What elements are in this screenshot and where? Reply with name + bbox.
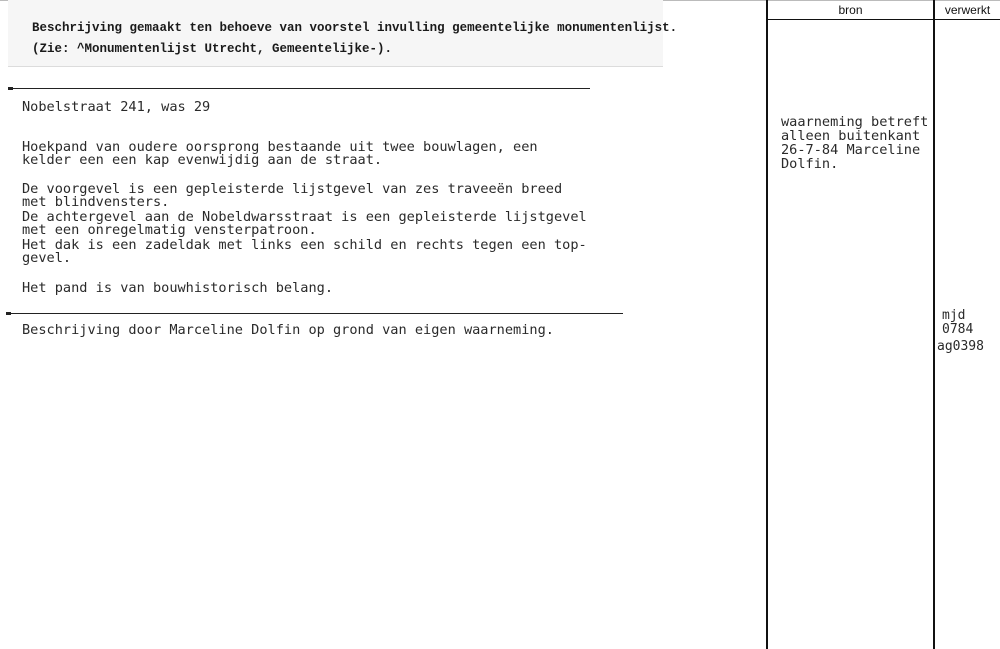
description-p3: Het pand is van bouwhistorisch belang. bbox=[22, 280, 333, 296]
description-p2-line-4: met een onregelmatig vensterpatroon. bbox=[22, 222, 317, 238]
column-header-rule bbox=[766, 19, 1000, 20]
source-note-line-1: waarneming betreft bbox=[781, 114, 929, 130]
section-rule-top bbox=[8, 88, 590, 89]
header-note-line-1: Beschrijving gemaakt ten behoeve van voorstel invulling gemeentelijke monumentenlijst. bbox=[32, 21, 678, 35]
description-p2-line-2: met blindvensters. bbox=[22, 194, 170, 210]
source-note-line-3: 26-7-84 Marceline bbox=[781, 142, 921, 158]
description-p1-line-1: Hoekpand van oudere oorsprong bestaande uit twee bouwlagen, een bbox=[22, 139, 538, 155]
source-column-divider bbox=[766, 0, 768, 649]
section-rule-top-tick bbox=[8, 87, 13, 90]
source-note-line-2: alleen buitenkant bbox=[781, 128, 921, 144]
section-rule-bottom-tick bbox=[6, 312, 11, 315]
description-p2-line-1: De voorgevel is een gepleisterde lijstgevel van zes traveeën breed bbox=[22, 181, 563, 197]
header-note bbox=[8, 0, 678, 67]
source-column-header: bron bbox=[838, 3, 863, 17]
description-p2-line-3: De achtergevel aan de Nobeldwarsstraat is een gepleisterde lijstgevel bbox=[22, 209, 587, 225]
author-note: Beschrijving door Marceline Dolfin op grond van eigen waarneming. bbox=[22, 322, 554, 338]
processed-code-1: mjd bbox=[942, 308, 966, 323]
address-title: Nobelstraat 241, was 29 bbox=[22, 99, 211, 115]
processed-code-3: ag0398 bbox=[937, 339, 984, 354]
processed-column-header: verwerkt bbox=[944, 3, 991, 17]
section-rule-bottom bbox=[6, 313, 623, 314]
processed-column-divider bbox=[933, 0, 935, 649]
description-p2-line-5: Het dak is een zadeldak met links een schild en rechts tegen een top- bbox=[22, 237, 587, 253]
source-note-line-4: Dolfin. bbox=[781, 156, 839, 172]
processed-code-2: 0784 bbox=[942, 322, 974, 337]
description-p2-line-6: gevel. bbox=[22, 250, 72, 266]
description-p1-line-2: kelder een een kap evenwijdig aan de straat. bbox=[22, 152, 383, 168]
header-note-line-2: (Zie: ^Monumentenlijst Utrecht, Gemeentelijke-). bbox=[32, 42, 393, 56]
